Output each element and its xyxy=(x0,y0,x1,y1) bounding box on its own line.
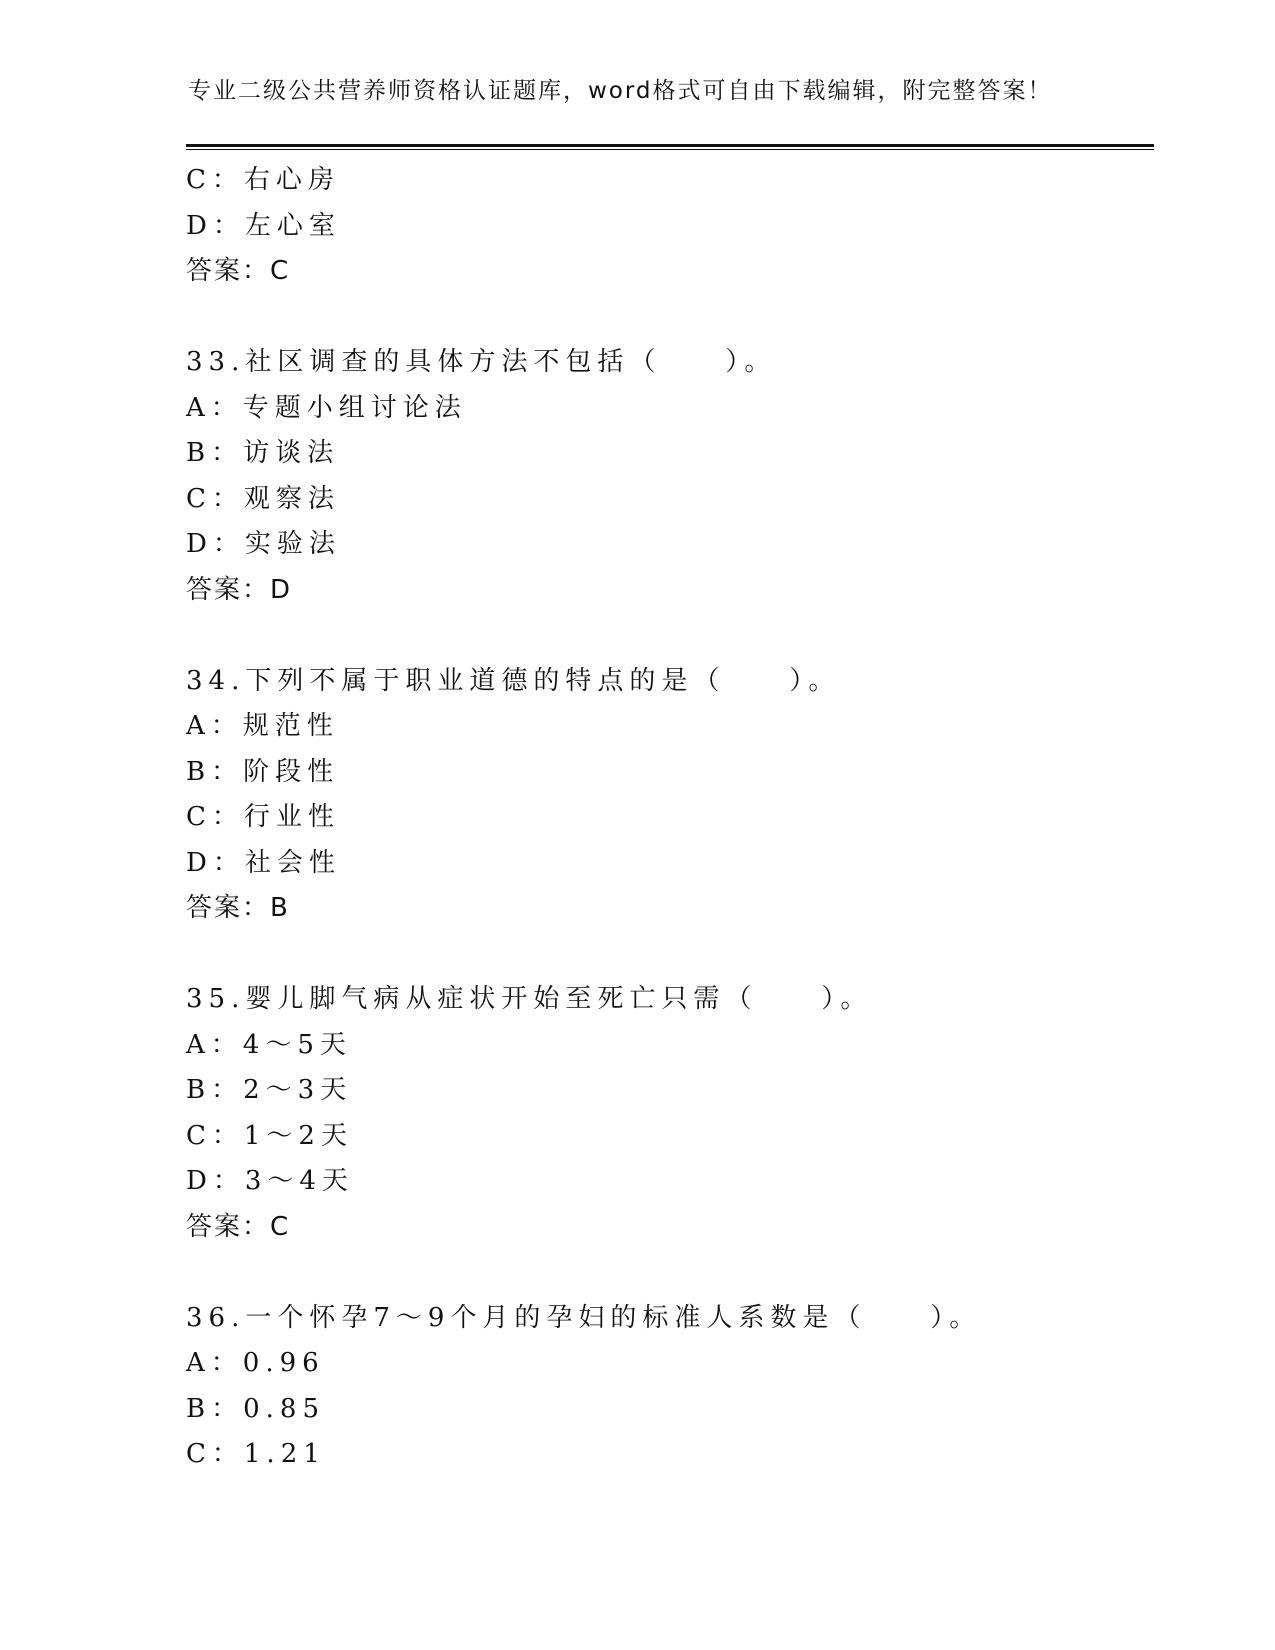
option-a: A：4～5天 xyxy=(186,1029,352,1060)
option-b: B：2～3天 xyxy=(186,1075,353,1105)
option-c: C：观察法 xyxy=(186,483,340,514)
question-list xyxy=(186,158,1146,1478)
option-a: A：0.96 xyxy=(186,1348,325,1378)
question-block-36 xyxy=(186,1296,1146,1478)
question-block-34 xyxy=(186,659,1146,932)
question-block-35 xyxy=(186,977,1146,1250)
option-b: B：阶段性 xyxy=(186,756,340,787)
answer-line: 答案：C xyxy=(186,1211,291,1242)
answer-line: 答案：C xyxy=(186,256,291,286)
option-d: D：3～4天 xyxy=(186,1166,354,1196)
spacer xyxy=(186,613,1146,659)
question-stem: 34.下列不属于职业道德的特点的是（ ）。 xyxy=(186,665,841,696)
option-a: A：规范性 xyxy=(186,711,339,741)
option-c: C：行业性 xyxy=(186,802,340,832)
question-stem: 33.社区调查的具体方法不包括（ ）。 xyxy=(186,347,777,377)
question-stem: 36.一个怀孕7～9个月的孕妇的标准人系数是（ ）。 xyxy=(186,1302,982,1333)
option-c: C：右心房 xyxy=(186,165,340,195)
question-block-33 xyxy=(186,340,1146,613)
option-c: C：1.21 xyxy=(186,1439,326,1469)
option-d: D：社会性 xyxy=(186,847,341,878)
option-d: D：左心室 xyxy=(186,210,341,241)
option-b: B：访谈法 xyxy=(186,438,340,468)
spacer xyxy=(186,295,1146,341)
spacer xyxy=(186,932,1146,978)
header-rule-thick xyxy=(186,144,1154,147)
option-c: C：1～2天 xyxy=(186,1120,353,1151)
answer-line: 答案：D xyxy=(186,574,293,605)
page-header: 专业二级公共营养师资格认证题库，word格式可自由下载编辑，附完整答案！ xyxy=(188,78,1053,104)
spacer xyxy=(186,1250,1146,1296)
option-a: A：专题小组讨论法 xyxy=(186,392,467,423)
header-rule-thin xyxy=(186,149,1154,150)
question-stem: 35.婴儿脚气病从症状开始至死亡只需（ ）。 xyxy=(186,984,873,1014)
option-b: B：0.85 xyxy=(186,1393,325,1424)
option-d: D：实验法 xyxy=(186,529,341,559)
answer-line: 答案：B xyxy=(186,893,290,923)
question-block-prev xyxy=(186,158,1146,295)
